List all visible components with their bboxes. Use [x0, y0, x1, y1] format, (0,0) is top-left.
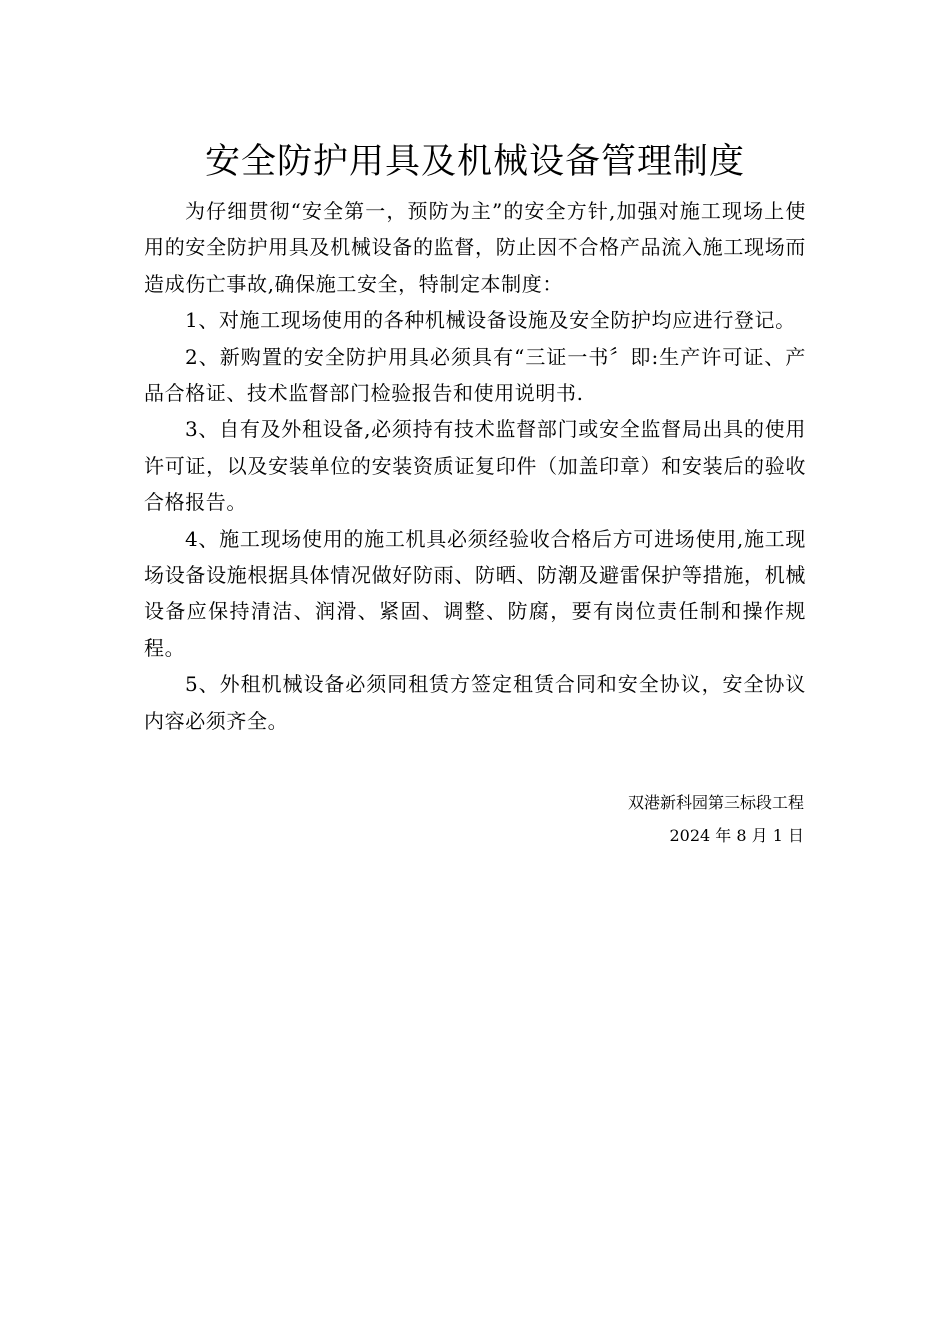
rule-3-paragraph: 3、自有及外租设备,必须持有技术监督部门或安全监督局出具的使用许可证，以及安装单位的安装资质证复印件（加盖印章）和安装后的验收合格报告。 — [144, 417, 806, 515]
document-title: 安全防护用具及机械设备管理制度 — [204, 142, 745, 182]
intro-paragraph: 为仔细贯彻“安全第一，预防为主”的安全方针,加强对施工现场上使用的安全防护用具及机械设备的监督，防止因不合格产品流入施工现场而造成伤亡事故,确保施工安全，特制定本制度： — [144, 199, 806, 296]
rule-5-paragraph: 5、外租机械设备必须同租赁方签定租赁合同和安全协议，安全协议内容必须齐全。 — [144, 672, 806, 733]
rule-2-paragraph: 2、新购置的安全防护用具必须具有“三证一书〞即:生产许可证、产品合格证、技术监督部门检验报告和使用说明书. — [144, 344, 806, 406]
signature-date: 2024 年 8 月 1 日 — [669, 826, 804, 845]
signature-organization: 双港新科园第三标段工程 — [627, 793, 804, 812]
document-body — [144, 193, 806, 739]
signature-block — [628, 786, 804, 852]
rule-1-paragraph: 1、对施工现场使用的各种机械设备设施及安全防护均应进行登记。 — [185, 308, 796, 333]
rule-4-paragraph: 4、施工现场使用的施工机具必须经验收合格后方可进场使用,施工现场设备设施根据具体情况做好防雨、防晒、防潮及避雷保护等措施，机械设备应保持清洁、润滑、紧固、调整、防腐，要有岗位责任制和操作规程。 — [144, 526, 806, 660]
